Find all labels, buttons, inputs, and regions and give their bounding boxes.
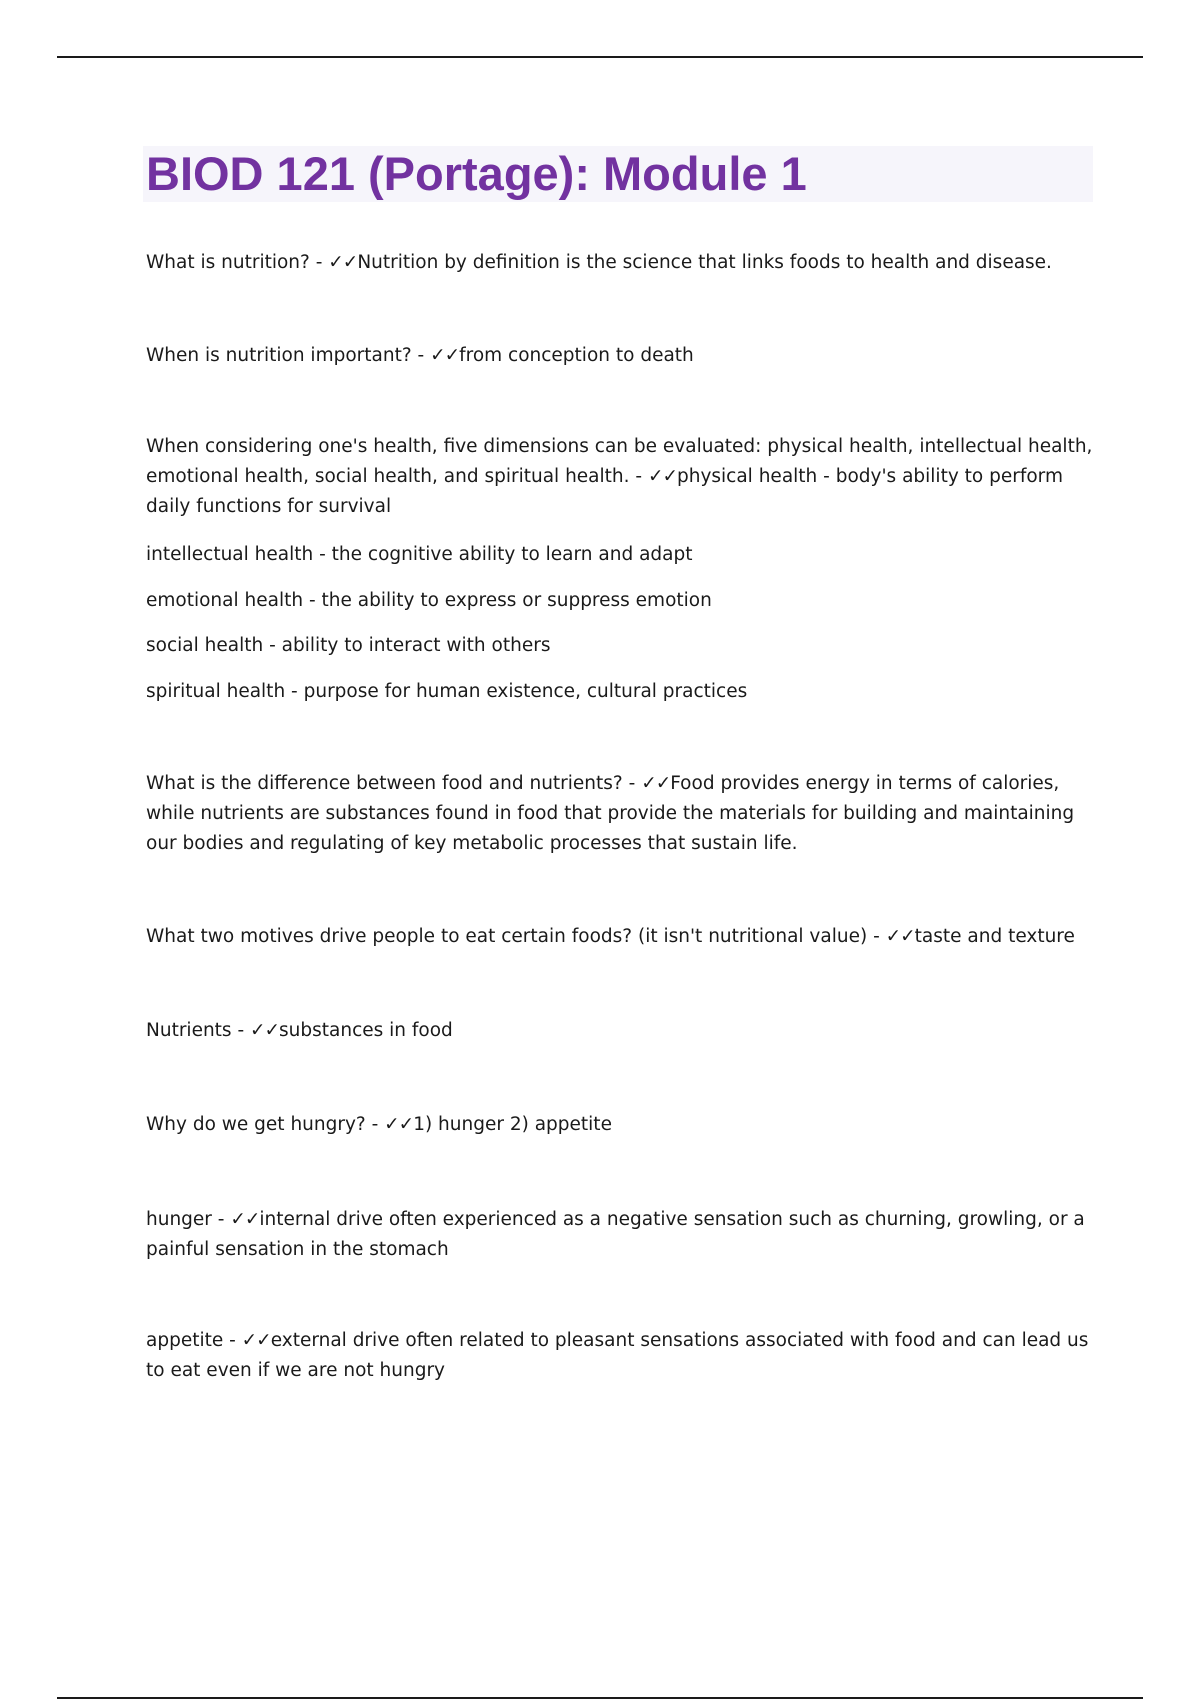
separator: -: [231, 1020, 250, 1041]
check-mark-icon: ✓✓: [250, 1020, 280, 1041]
question-text: hunger: [146, 1209, 212, 1230]
separator: -: [622, 773, 642, 794]
question-text: When considering one's health, five dimensions can be evaluated: physical health, intellectual health, emotional health, social health, and spiritual health.: [146, 436, 1093, 487]
qa-item-hunger: [146, 1205, 1096, 1265]
check-mark-icon: ✓✓: [641, 773, 671, 794]
answer-text: substances in food: [279, 1020, 453, 1041]
question-text: What two motives drive people to eat certain foods? (it isn't nutritional value): [146, 926, 868, 947]
answer-text: Nutrition by definition is the science that links foods to health and disease.: [357, 252, 1052, 273]
question-text: Why do we get hungry?: [146, 1114, 366, 1135]
question-text: When is nutrition important?: [146, 345, 412, 366]
answer-text: taste and texture: [914, 926, 1075, 947]
dimension-spiritual: spiritual health - purpose for human existence, cultural practices: [146, 681, 748, 702]
dimension-social: social health - ability to interact with others: [146, 635, 551, 656]
answer-text: from conception to death: [459, 345, 694, 366]
answer-text: physical health - body's ability to perform daily functions for survival: [146, 466, 1063, 517]
answer-text: internal drive often experienced as a negative sensation such as churning, growling, or a painful sensation in the stomach: [146, 1209, 1085, 1260]
answer-text: 1) hunger 2) appetite: [413, 1114, 612, 1135]
check-mark-icon: ✓✓: [647, 466, 677, 487]
separator: -: [365, 1114, 385, 1135]
question-text: What is nutrition?: [146, 252, 310, 273]
question-text: What is the difference between food and nutrients?: [146, 773, 623, 794]
qa-item-appetite: [146, 1326, 1096, 1386]
check-mark-icon: ✓✓: [328, 252, 358, 273]
page-title: BIOD 121 (Portage): Module 1: [146, 147, 807, 200]
dimension-intellectual: intellectual health - the cognitive ability to learn and adapt: [146, 544, 693, 565]
separator: -: [309, 252, 329, 273]
question-text: Nutrients: [146, 1020, 232, 1041]
question-text: appetite: [146, 1330, 224, 1351]
qa-item-motives: [146, 922, 1096, 952]
top-rule: [57, 56, 1143, 58]
answer-text: external drive often related to pleasant sensations associated with food and can lead us to eat even if we are not hungry: [146, 1330, 1089, 1381]
answer-text: Food provides energy in terms of calories, while nutrients are substances found in food that provide the materials for building and maintaining our bodies and regulating of key metabolic processes that sustain life.: [146, 773, 1075, 854]
qa-item-importance: [146, 341, 1096, 371]
check-mark-icon: ✓✓: [241, 1330, 271, 1351]
separator: -: [211, 1209, 231, 1230]
separator: -: [629, 466, 648, 487]
separator: -: [411, 345, 431, 366]
qa-item-nutrition: [146, 248, 1096, 278]
separator: -: [223, 1330, 242, 1351]
dimension-emotional: emotional health - the ability to express or suppress emotion: [146, 590, 712, 611]
check-mark-icon: ✓✓: [384, 1114, 414, 1135]
separator: -: [867, 926, 886, 947]
qa-item-nutrients: [146, 1016, 1096, 1046]
qa-item-food-vs-nutrients: [146, 769, 1096, 859]
check-mark-icon: ✓✓: [430, 345, 460, 366]
qa-item-dimensions: [146, 432, 1096, 522]
qa-item-hungry: [146, 1110, 1096, 1140]
check-mark-icon: ✓✓: [230, 1209, 260, 1230]
bottom-rule: [57, 1697, 1143, 1699]
check-mark-icon: ✓✓: [885, 926, 915, 947]
